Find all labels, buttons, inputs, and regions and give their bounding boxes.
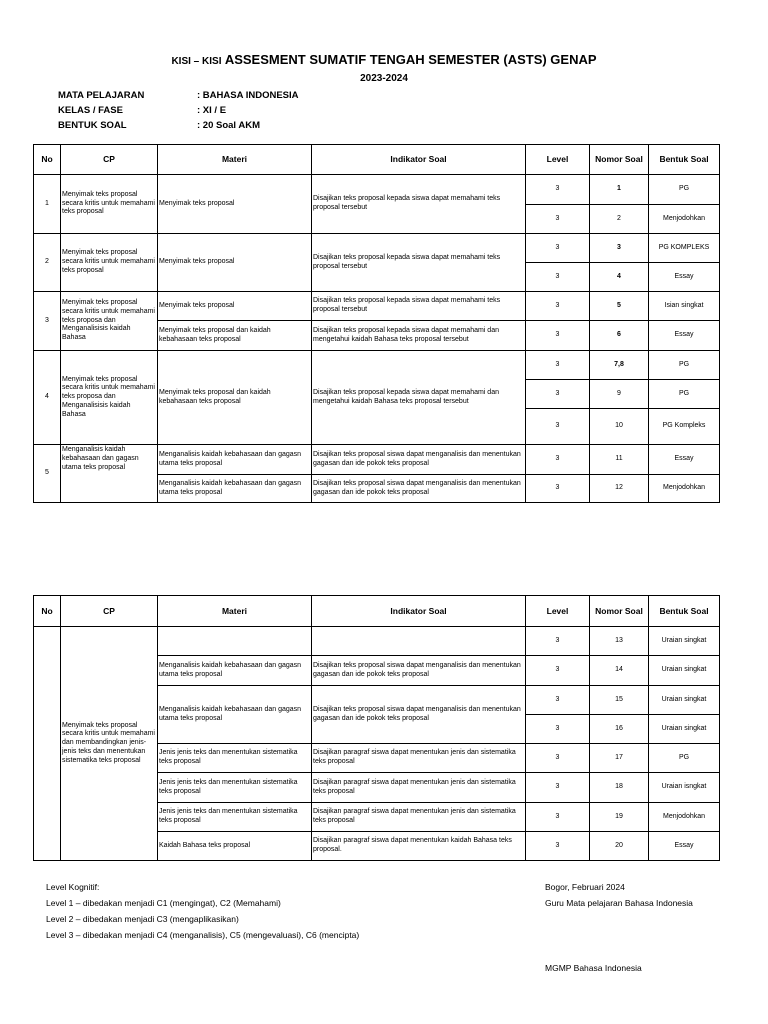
table-row (34, 445, 720, 475)
col-header-level: Level (526, 145, 590, 175)
cell-indikator: Disajikan teks proposal siswa dapat menganalisis dan menentukan gagasan dan ide pokok teks proposal (312, 445, 526, 475)
cell-materi: Menganalisis kaidah kebahasaan dan gagasn utama teks proposal (158, 656, 312, 686)
level-title: Level Kognitif: (46, 882, 100, 892)
kisi-table-1 (33, 144, 720, 503)
col-header-nomor: Nomor Soal (590, 596, 649, 627)
cell-level: 3 (526, 656, 590, 686)
cell-cp: Menyimak teks proposal secara kritis untuk memahami teks proposal (61, 175, 158, 234)
cell-bentuk: PG Kompleks (649, 409, 720, 445)
level-1-note: Level 1 – dibedakan menjadi C1 (mengingat), C2 (Memahami) (46, 898, 281, 908)
cell-nomor: 14 (590, 656, 649, 686)
col-header-materi: Materi (158, 145, 312, 175)
level-3-note: Level 3 – dibedakan menjadi C4 (menganalisis), C5 (mengevaluasi), C6 (mencipta) (46, 930, 360, 940)
cell-indikator (312, 627, 526, 656)
cell-indikator: Disajikan paragraf siswa dapat menentukan jenis dan sistematika teks proposal (312, 773, 526, 803)
cell-cp: Menyimak teks proposal secara kritis untuk memahami teks proposa dan Menganalisisis kaidah Bahasa (61, 351, 158, 445)
cell-level: 3 (526, 475, 590, 503)
cell-level: 3 (526, 832, 590, 861)
col-header-cp: CP (61, 596, 158, 627)
table-row (34, 234, 720, 263)
cell-nomor: 11 (590, 445, 649, 475)
cell-nomor: 10 (590, 409, 649, 445)
cell-indikator: Disajikan paragraf siswa dapat menentukan jenis dan sistematika teks proposal (312, 803, 526, 832)
cell-level: 3 (526, 445, 590, 475)
cell-nomor: 16 (590, 715, 649, 744)
cell-indikator: Disajikan teks proposal kepada siswa dapat memahami dan mengetahui kaidah Bahasa teks proposal tersebut (312, 351, 526, 445)
cell-materi: Menyimak teks proposal dan kaidah kebahasaan teks proposal (158, 351, 312, 445)
cell-level: 3 (526, 715, 590, 744)
cell-indikator: Disajikan teks proposal kepada siswa dapat memahami teks proposal tersebut (312, 234, 526, 292)
cell-materi: Jenis jenis teks dan menentukan sistematika teks proposal (158, 773, 312, 803)
cell-nomor: 18 (590, 773, 649, 803)
title-prefix: KISI – KISI (171, 56, 222, 67)
cell-bentuk: PG (649, 380, 720, 409)
title-main: ASSESMENT SUMATIF TENGAH SEMESTER (ASTS) GENAP (224, 52, 597, 67)
cell-cp: Menyimak teks proposal secara kritis untuk memahami teks proposal (61, 234, 158, 292)
cell-indikator: Disajikan teks proposal siswa dapat menganalisis dan menentukan gagasan dan ide pokok teks proposal (312, 475, 526, 503)
cell-indikator: Disajikan paragraf siswa dapat menentukan jenis dan sistematika teks proposal (312, 744, 526, 773)
cell-bentuk: Isian singkat (649, 292, 720, 321)
col-header-level: Level (526, 596, 590, 627)
cell-level: 3 (526, 205, 590, 234)
cell-level: 3 (526, 744, 590, 773)
table-header-row (34, 145, 720, 175)
cell-level: 3 (526, 409, 590, 445)
cell-materi: Jenis jenis teks dan menentukan sistematika teks proposal (158, 803, 312, 832)
cell-indikator: Disajikan teks proposal siswa dapat menganalisis dan menentukan gagasan dan ide pokok teks proposal (312, 686, 526, 744)
cell-level: 3 (526, 627, 590, 656)
cell-nomor: 9 (590, 380, 649, 409)
cell-cp: Menyimak teks proposal secara kritis untuk memahami dan membandingkan jenis-jenis teks dan menentukan sistematika teks proposal (61, 627, 158, 861)
cell-bentuk: PG (649, 175, 720, 205)
col-header-no: No (34, 596, 61, 627)
cell-cp: Menyimak teks proposal secara kritis untuk memahami teks proposa dan Menganalisisis kaidah Bahasa (61, 292, 158, 351)
cell-level: 3 (526, 351, 590, 380)
cell-indikator: Disajikan teks proposal kepada siswa dapat memahami teks proposal tersebut (312, 292, 526, 321)
cell-nomor: 5 (590, 292, 649, 321)
cell-no: 1 (34, 175, 61, 234)
cell-level: 3 (526, 803, 590, 832)
table-row (34, 175, 720, 205)
cell-materi: Menganalisis kaidah kebahasaan dan gagasn utama teks proposal (158, 686, 312, 744)
cell-materi: Jenis jenis teks dan menentukan sistematika teks proposal (158, 744, 312, 773)
col-header-materi: Materi (158, 596, 312, 627)
cell-level: 3 (526, 234, 590, 263)
cell-level: 3 (526, 263, 590, 292)
cell-materi: Menyimak teks proposal (158, 175, 312, 234)
col-header-cp: CP (61, 145, 158, 175)
signature-date: Bogor, Februari 2024 (545, 882, 625, 892)
cell-level: 3 (526, 321, 590, 351)
cell-nomor: 4 (590, 263, 649, 292)
table-header-row (34, 596, 720, 627)
cell-no (34, 627, 61, 861)
cell-materi (158, 627, 312, 656)
col-header-bentuk: Bentuk Soal (649, 596, 720, 627)
cell-nomor: 12 (590, 475, 649, 503)
col-header-bentuk: Bentuk Soal (649, 145, 720, 175)
table-row (34, 627, 720, 656)
cell-nomor: 3 (590, 234, 649, 263)
cell-nomor: 17 (590, 744, 649, 773)
meta-key: BENTUK SOAL (58, 120, 127, 131)
cell-materi: Menganalisis kaidah kebahasaan dan gagasn utama teks proposal (158, 445, 312, 475)
signature-org: MGMP Bahasa Indonesia (545, 963, 642, 973)
cell-no: 3 (34, 292, 61, 351)
cell-nomor: 20 (590, 832, 649, 861)
meta-value: : BAHASA INDONESIA (197, 90, 299, 101)
cell-indikator: Disajikan teks proposal siswa dapat menganalisis dan menentukan gagasan dan ide pokok teks proposal (312, 656, 526, 686)
cell-level: 3 (526, 773, 590, 803)
cell-bentuk: Uraian singkat (649, 686, 720, 715)
kisi-table-2 (33, 595, 720, 861)
cell-bentuk: Uraian isngkat (649, 773, 720, 803)
cell-nomor: 15 (590, 686, 649, 715)
cell-bentuk: Menjodohkan (649, 205, 720, 234)
cell-indikator: Disajikan paragraf siswa dapat menentukan kaidah Bahasa teks proposal. (312, 832, 526, 861)
meta-value: : 20 Soal AKM (197, 120, 260, 131)
cell-indikator: Disajikan teks proposal kepada siswa dapat memahami teks proposal tersebut (312, 175, 526, 234)
col-header-nomor: Nomor Soal (590, 145, 649, 175)
cell-bentuk: Menjodohkan (649, 803, 720, 832)
cell-cp: Menganalisis kaidah kebahasaan dan gagasn utama teks proposal (61, 445, 158, 503)
cell-bentuk: Uraian singkat (649, 715, 720, 744)
meta-value: : XI / E (197, 105, 227, 116)
table-row (34, 351, 720, 380)
signature-role: Guru Mata pelajaran Bahasa Indonesia (545, 898, 693, 908)
cell-materi: Menganalisis kaidah kebahasaan dan gagasn utama teks proposal (158, 475, 312, 503)
cell-bentuk: Menjodohkan (649, 475, 720, 503)
cell-nomor: 6 (590, 321, 649, 351)
cell-level: 3 (526, 175, 590, 205)
col-header-indikator: Indikator Soal (312, 596, 526, 627)
cell-bentuk: Essay (649, 445, 720, 475)
table-row (34, 292, 720, 321)
document-title (0, 52, 768, 67)
cell-nomor: 2 (590, 205, 649, 234)
cell-materi: Kaidah Bahasa teks proposal (158, 832, 312, 861)
cell-bentuk: Essay (649, 832, 720, 861)
cell-materi: Menyimak teks proposal (158, 234, 312, 292)
cell-bentuk: PG (649, 351, 720, 380)
cell-indikator: Disajikan teks proposal kepada siswa dapat memahami dan mengetahui kaidah Bahasa teks proposal tersebut (312, 321, 526, 351)
cell-nomor: 1 (590, 175, 649, 205)
cell-bentuk: Uraian singkat (649, 627, 720, 656)
cell-bentuk: Uraian singkat (649, 656, 720, 686)
col-header-no: No (34, 145, 61, 175)
cell-level: 3 (526, 292, 590, 321)
cell-bentuk: Essay (649, 321, 720, 351)
cell-nomor: 19 (590, 803, 649, 832)
cell-no: 4 (34, 351, 61, 445)
cell-no: 2 (34, 234, 61, 292)
cell-bentuk: Essay (649, 263, 720, 292)
cell-nomor: 7,8 (590, 351, 649, 380)
cell-materi: Menyimak teks proposal (158, 292, 312, 321)
document-year: 2023-2024 (360, 73, 408, 84)
cell-level: 3 (526, 380, 590, 409)
cell-nomor: 13 (590, 627, 649, 656)
cell-level: 3 (526, 686, 590, 715)
cell-no: 5 (34, 445, 61, 503)
cell-bentuk: PG (649, 744, 720, 773)
level-2-note: Level 2 – dibedakan menjadi C3 (mengaplikasikan) (46, 914, 239, 924)
meta-key: KELAS / FASE (58, 105, 123, 116)
meta-key: MATA PELAJARAN (58, 90, 145, 101)
cell-bentuk: PG KOMPLEKS (649, 234, 720, 263)
col-header-indikator: Indikator Soal (312, 145, 526, 175)
cell-materi: Menyimak teks proposal dan kaidah kebahasaan teks proposal (158, 321, 312, 351)
